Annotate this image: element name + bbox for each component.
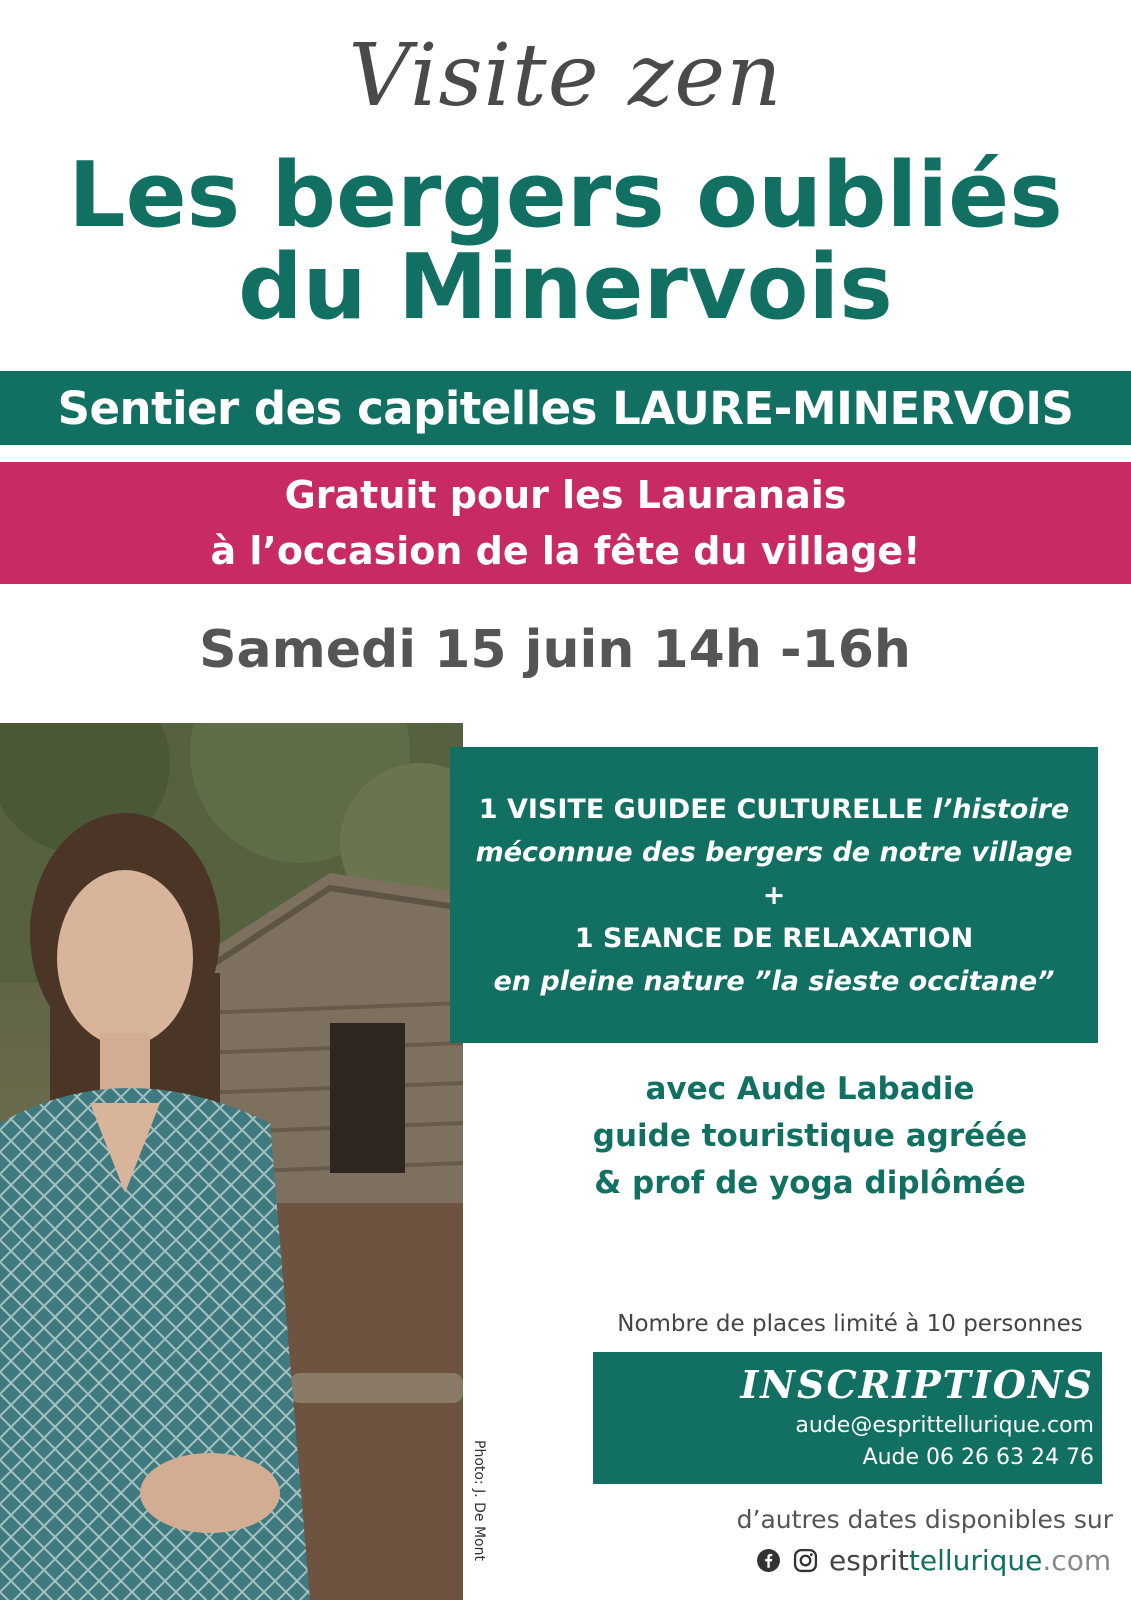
site-tld: .com — [1042, 1543, 1112, 1577]
visit-title: 1 VISITE GUIDEE CULTURELLE — [478, 793, 924, 825]
facebook-icon[interactable] — [755, 1547, 782, 1574]
relax-title: 1 SEANCE DE RELAXATION — [574, 922, 974, 954]
location-band — [0, 371, 1131, 445]
script-title: Visite zen — [348, 26, 783, 126]
instagram-icon[interactable] — [792, 1547, 819, 1574]
free-entry-band — [0, 462, 1131, 584]
other-dates-text: d’autres dates disponibles sur — [736, 1505, 1113, 1534]
inscriptions-title: INSCRIPTIONS — [740, 1362, 1094, 1407]
program-box — [450, 747, 1098, 1043]
contact-phone[interactable]: Aude 06 26 63 24 76 — [862, 1445, 1094, 1470]
relax-subtitle: en pleine nature ”la sieste occitane” — [493, 965, 1055, 997]
event-date: Samedi 15 juin 14h -16h — [199, 620, 911, 680]
site-prefix: esprit — [829, 1543, 909, 1577]
site-brand: tellurique — [908, 1543, 1043, 1577]
guide-photo-illustration — [0, 723, 463, 1600]
website-link[interactable] — [829, 1544, 1111, 1577]
main-title-line-2: du Minervois — [238, 235, 893, 340]
inscriptions-box — [593, 1352, 1102, 1484]
guide-role-1: guide touristique agréée — [592, 1118, 1028, 1154]
program-line-1 — [479, 788, 1069, 831]
places-limit: Nombre de places limité à 10 personnes — [617, 1311, 1083, 1337]
free-entry-line-2: à l’occasion de la fête du village! — [210, 529, 921, 573]
location-text: Sentier des capitelles LAURE-MINERVOIS — [57, 381, 1074, 435]
main-title — [0, 143, 1131, 340]
guide-role-2: & prof de yoga diplômée — [594, 1165, 1026, 1201]
main-title-line-1: Les bergers oubliés — [68, 143, 1063, 248]
visit-subtitle-start: l’histoire — [932, 793, 1070, 825]
guide-name: avec Aude Labadie — [645, 1071, 975, 1107]
photo-credit: Photo: J. De Mont — [471, 1440, 487, 1561]
visit-subtitle-end: méconnue des bergers de notre village — [475, 836, 1073, 868]
contact-email[interactable]: aude@esprittellurique.com — [795, 1413, 1094, 1438]
guide-photo — [0, 723, 463, 1600]
free-entry-line-1: Gratuit pour les Lauranais — [284, 473, 847, 517]
plus-sign: + — [762, 879, 786, 911]
guide-info — [560, 1066, 1060, 1207]
footer-website[interactable] — [755, 1543, 1111, 1577]
